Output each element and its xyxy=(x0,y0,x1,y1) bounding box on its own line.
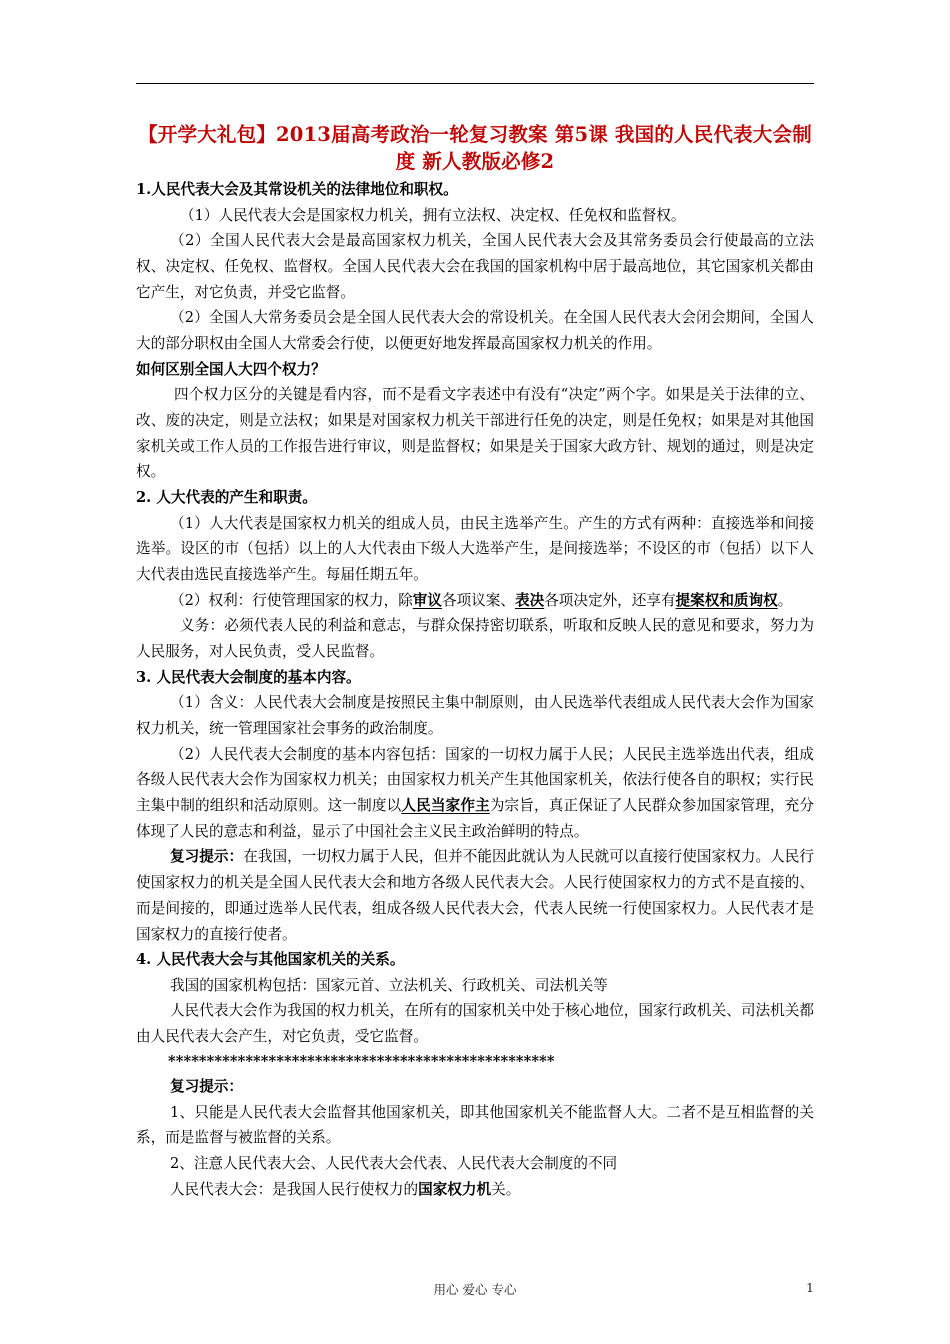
underlined-term: 审议 xyxy=(412,591,442,609)
underlined-term: 表决 xyxy=(514,591,545,609)
paragraph: 1、只能是人民代表大会监督其他国家机关，即其他国家机关不能监督人大。二者不是互相监督的关系，而是监督与被监督的关系。 xyxy=(136,1103,814,1147)
page-number: 1 xyxy=(806,1280,814,1295)
asterisk-divider: ************************************************** xyxy=(168,1052,555,1070)
text-span: 各项议案、 xyxy=(442,591,515,609)
text-span: 各项决定外，还享有 xyxy=(544,591,676,609)
text-span: 在我国，一切权力属于人民，但并不能因此就认为人民就可以直接行使国家权力。人民行使国家权力的机关是全国人民代表大会和地方各级人民代表大会。人民行使国家权力的方式不是直接的、而是间接的，即通过选举人民代表，组成各级人民代表大会，代表人民统一行使国家权力。人民代表才是国家权力的直接行使者。 xyxy=(136,848,814,943)
tip-label: 复习提示： xyxy=(170,848,244,866)
paragraph: （1）人大代表是国家权力机关的组成人员，由民主选举产生。产生的方式有两种：直接选举和间接选举。设区的市（包括）以上的人大代表由下级人大选举产生，是间接选举；不设区的市（包括）以下人大代表由选民直接选举产生。每届任期五年。 xyxy=(136,514,814,583)
paragraph: 我国的国家机构包括：国家元首、立法机关、行政机关、司法机关等 xyxy=(170,976,608,994)
section-1-heading: 1.人民代表大会及其常设机关的法律地位和职权。 xyxy=(136,181,458,198)
document-title: 【开学大礼包】2013届高考政治一轮复习教案 第5课 我国的人民代表大会制度 新人教版必修2 xyxy=(138,123,812,173)
section-3-heading: 3. 人民代表大会制度的基本内容。 xyxy=(136,668,361,686)
footer-text: 用心 爱心 专心 xyxy=(433,1282,517,1297)
section-4-heading: 4. 人民代表大会与其他国家机关的关系。 xyxy=(136,951,405,969)
text-span: 为宗旨，真正保证了人民群众参加国家管理，充分体现了人民的意志和利益，显示了中国社会主义民主政治鲜明的特点。 xyxy=(136,797,814,840)
underlined-term: 提案权和质询权 xyxy=(675,591,778,609)
paragraph: 人民代表大会作为我国的权力机关，在所有的国家机关中处于核心地位，国家行政机关、司法机关都由人民代表大会产生，对它负责，受它监督。 xyxy=(136,1002,814,1046)
paragraph: （2）全国人大常务委员会是全国人民代表大会的常设机关。在全国人民代表大会闭会期间，全国人大的部分职权由全国人大常委会行使，以便更好地发挥最高国家权力机关的作用。 xyxy=(136,309,814,353)
review-tip-paragraph xyxy=(136,844,814,947)
paragraph: 四个权力区分的关键是看内容，而不是看文字表述中有没有“决定”两个字。如果是关于法律的立、改、废的决定，则是立法权；如果是对国家权力机关干部进行任免的决定，则是任免权；如果是对其他国家机关或工作人员的工作报告进行审议，则是监督权；如果是关于国家大政方针、规划的通过，则是决定权。 xyxy=(136,386,814,481)
text-span: 。 xyxy=(777,591,793,609)
document-body xyxy=(136,177,814,1202)
question-heading: 如何区别全国人大四个权力？ xyxy=(136,360,326,378)
paragraph xyxy=(136,1177,814,1203)
paragraph: （2）全国人民代表大会是最高国家权力机关，全国人民代表大会及其常务委员会行使最高的立法权、决定权、任免权、监督权。全国人民代表大会在我国的国家机构中居于最高地位，其它国家机关都由它产生，对它负责，并受它监督。 xyxy=(136,232,814,301)
underlined-term: 人民当家作主 xyxy=(401,797,490,815)
bold-term: 国家权力机 xyxy=(418,1180,492,1198)
paragraph: 义务：必须代表人民的利益和意志，与群众保持密切联系，听取和反映人民的意见和要求，努力为人民服务，对人民负责，受人民监督。 xyxy=(136,617,814,661)
text-span: 关。 xyxy=(491,1180,521,1198)
paragraph: （1）人民代表大会是国家权力机关，拥有立法权、决定权、任免权和监督权。 xyxy=(180,206,686,224)
text-span: 人民代表大会：是我国人民行使权力的 xyxy=(170,1180,419,1198)
content-paragraph xyxy=(136,742,814,845)
tip-label: 复习提示： xyxy=(170,1077,243,1095)
section-2-heading: 2. 人大代表的产生和职责。 xyxy=(136,489,317,507)
text-span: （2）权利：行使管理国家的权力，除 xyxy=(170,591,413,609)
rights-paragraph xyxy=(136,588,814,614)
header-rule xyxy=(136,83,814,84)
paragraph: （1）含义：人民代表大会制度是按照民主集中制原则，由人民选举代表组成人民代表大会作为国家权力机关，统一管理国家社会事务的政治制度。 xyxy=(136,694,814,737)
text-span: （2）人民代表大会制度的基本内容包括：国家的一切权力属于人民；人民民主选举选出代表，组成各级人民代表大会作为国家权力机关；由国家权力机关产生其他国家机关，依法行使各自的职权；实行民主集中制的组织和活动原则。这一制度以 xyxy=(136,745,814,815)
paragraph: 2、注意人民代表大会、人民代表大会代表、人民代表大会制度的不同 xyxy=(170,1155,618,1172)
